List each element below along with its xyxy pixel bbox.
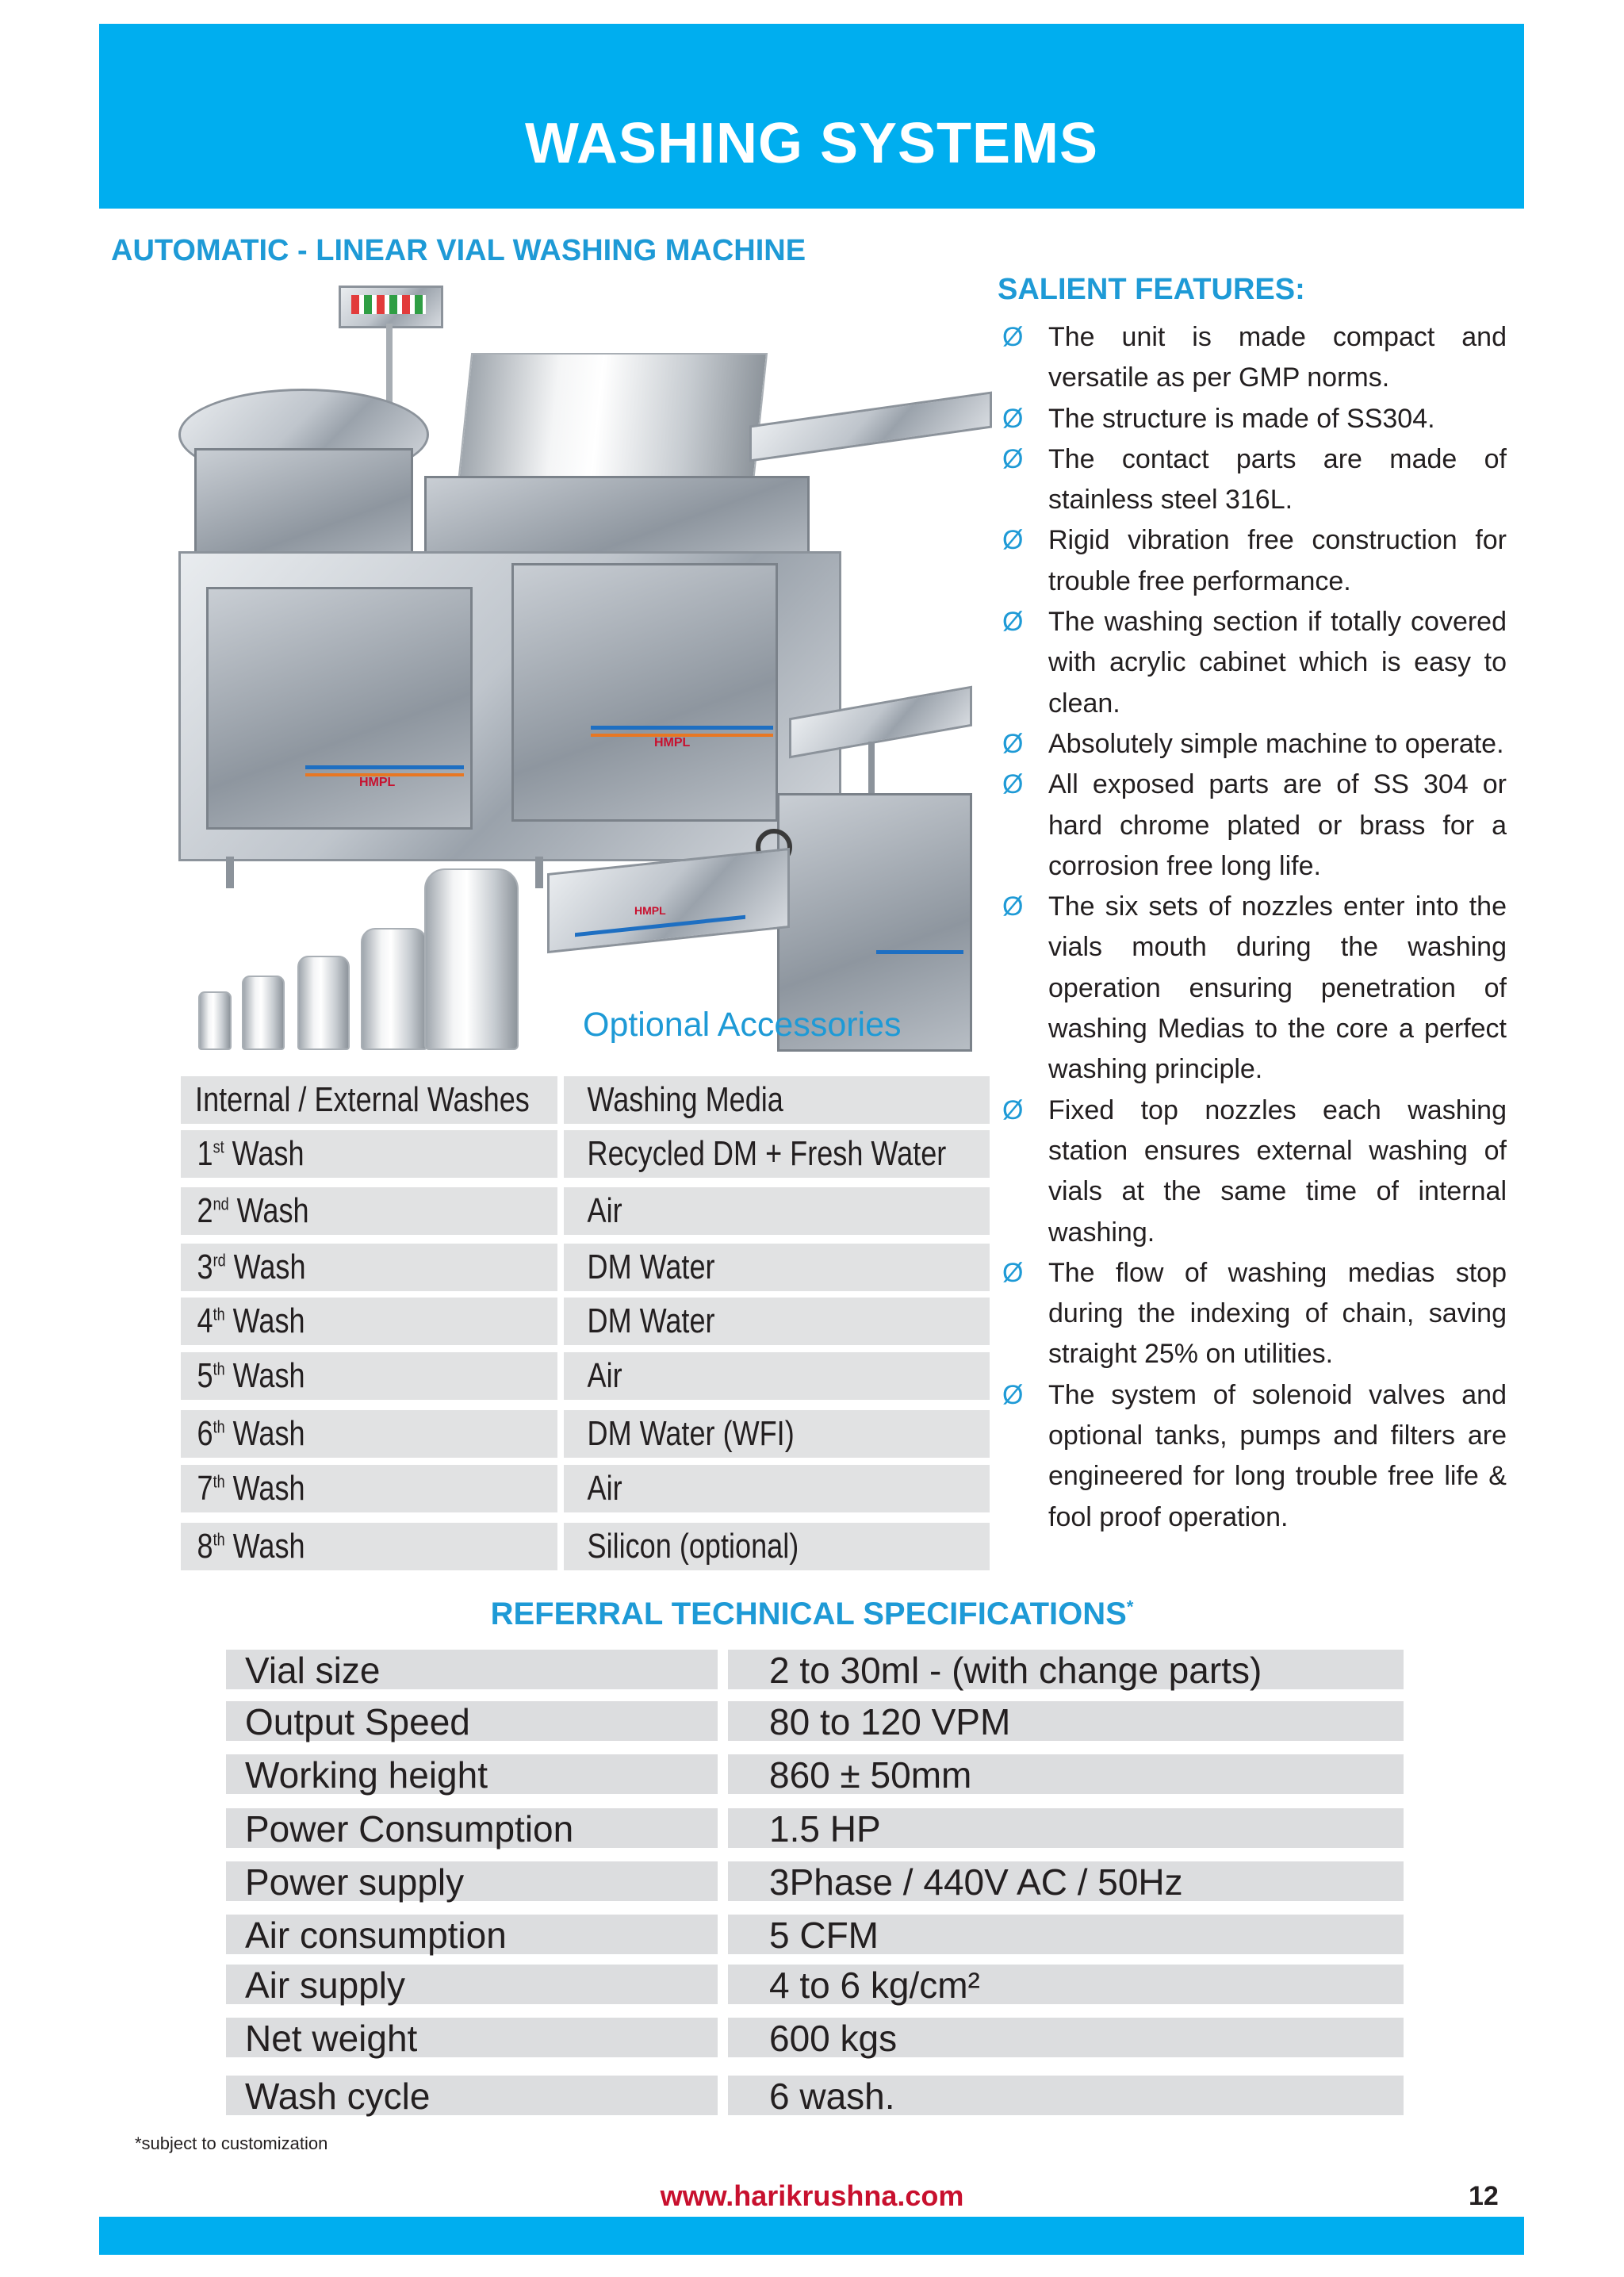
spec-value: 80 to 120 VPM (728, 1701, 1404, 1741)
wash-step-cell (181, 1352, 557, 1400)
wash-row (181, 1410, 990, 1458)
feature-item (999, 399, 1507, 439)
accessory-post (868, 742, 875, 801)
brand-label-right: HMPL (654, 736, 691, 749)
wash-media-cell (564, 1465, 990, 1512)
spec-value: 6 wash. (728, 2076, 1404, 2115)
wash-step-cell (181, 1298, 557, 1345)
wash-media-cell (564, 1298, 990, 1345)
vial-30ml (424, 868, 519, 1050)
feature-item (999, 1253, 1507, 1375)
wash-step-cell (181, 1130, 557, 1178)
wash-media: Silicon (optional) (587, 1527, 799, 1566)
spec-row (226, 1754, 1404, 1794)
wash-step-label: Wash (232, 1469, 305, 1508)
feature-item (999, 439, 1507, 521)
specifications-title (0, 1597, 1624, 1632)
cabinet-door-left (206, 587, 473, 830)
wash-media-cell (564, 1244, 990, 1291)
feature-text: The unit is made compact and versatile as per GMP norms. (1048, 322, 1507, 393)
spec-label: Output Speed (226, 1701, 718, 1741)
bullet-icon: Ø (1002, 525, 1024, 556)
spec-value: 1.5 HP (728, 1808, 1404, 1848)
feature-item (999, 765, 1507, 887)
wash-media: DM Water (587, 1248, 715, 1286)
wash-media-cell (564, 1130, 990, 1178)
footer-bar (99, 2217, 1524, 2255)
features-title: SALIENT FEATURES: (998, 273, 1305, 306)
wash-step-number: 5 (197, 1356, 213, 1395)
bullet-icon: Ø (1002, 891, 1024, 922)
wash-step-number: 3 (197, 1248, 213, 1286)
spec-label: Air consumption (226, 1915, 718, 1954)
feature-item (999, 1091, 1507, 1253)
cabinet-door-right (511, 563, 778, 822)
feature-text: Fixed top nozzles each washing station ensures external washing of vials at the same time of internal washing. (1048, 1094, 1507, 1248)
feature-item (999, 1375, 1507, 1538)
spec-row (226, 1915, 1404, 1954)
wash-step-suffix: th (213, 1416, 225, 1437)
wash-media-cell (564, 1187, 990, 1235)
wash-step (181, 1523, 305, 1570)
optional-accessories-label: Optional Accessories (583, 1006, 902, 1044)
wash-step-cell (181, 1244, 557, 1291)
wash-media-cell (564, 1352, 990, 1400)
wash-step-cell (181, 1523, 557, 1570)
spec-label: Vial size (226, 1650, 718, 1689)
bullet-icon: Ø (1002, 728, 1024, 759)
wash-step-label: Wash (232, 1301, 305, 1340)
wash-step (181, 1298, 305, 1345)
bullet-icon: Ø (1002, 322, 1024, 352)
vial-2ml (198, 991, 232, 1050)
spec-row (226, 2018, 1404, 2057)
wash-step-suffix: nd (213, 1194, 229, 1214)
wash-step-suffix: st (213, 1137, 224, 1157)
spec-row (226, 1965, 1404, 2004)
spec-label: Net weight (226, 2018, 718, 2057)
brand-stripe-right (591, 726, 773, 730)
spec-value: 5 CFM (728, 1915, 1404, 1954)
spec-row (226, 1808, 1404, 1848)
wash-step-label: Wash (232, 1356, 305, 1395)
feature-text: The flow of washing medias stop during the indexing of chain, saving straight 25% on utilities. (1048, 1257, 1507, 1370)
wash-step-suffix: rd (213, 1250, 226, 1271)
spec-label: Wash cycle (226, 2076, 718, 2115)
brand-label-left: HMPL (359, 776, 396, 789)
wash-step-suffix: th (213, 1304, 225, 1324)
wash-step-number: 2 (197, 1191, 213, 1230)
spec-row (226, 1650, 1404, 1689)
wash-media-cell (564, 1523, 990, 1570)
acrylic-cabinet (457, 353, 768, 491)
wash-media: Recycled DM + Fresh Water (587, 1134, 947, 1173)
specifications-title-mark: * (1126, 1597, 1134, 1617)
wash-step-label: Wash (232, 1414, 305, 1453)
wash-step (181, 1352, 305, 1400)
wash-media-cell (564, 1410, 990, 1458)
specifications-title-text: REFERRAL TECHNICAL SPECIFICATIONS (490, 1597, 1127, 1631)
outfeed-tray (749, 391, 992, 462)
spec-label: Air supply (226, 1965, 718, 2004)
wash-step (181, 1130, 304, 1178)
wash-step-suffix: th (213, 1529, 225, 1550)
leg (535, 857, 543, 888)
washes-header-col1 (181, 1076, 557, 1124)
wash-row (181, 1523, 990, 1570)
wash-step-number: 4 (197, 1301, 213, 1340)
machine-title: AUTOMATIC - LINEAR VIAL WASHING MACHINE (111, 234, 806, 267)
wash-step-number: 8 (197, 1527, 213, 1566)
feature-item (999, 317, 1507, 399)
washes-header-row (181, 1076, 990, 1124)
vial-10ml (297, 956, 350, 1050)
feature-item (999, 602, 1507, 724)
drawer-brand-label: HMPL (634, 904, 666, 917)
washes-header-col1-text: Internal / External Washes (195, 1080, 530, 1119)
bullet-icon: Ø (1002, 443, 1024, 474)
accessory-drawer (547, 848, 790, 953)
bullet-icon: Ø (1002, 1379, 1024, 1410)
wash-row (181, 1187, 990, 1235)
feature-text: The contact parts are made of stainless steel 316L. (1048, 443, 1507, 516)
tank-brand-stripe (876, 950, 963, 954)
spec-value: 600 kgs (728, 2018, 1404, 2057)
vial-20ml (361, 928, 427, 1050)
wash-step-label: Wash (236, 1191, 309, 1230)
bullet-icon: Ø (1002, 607, 1024, 638)
wash-step-suffix: th (213, 1359, 225, 1379)
control-buttons (351, 295, 426, 314)
spec-row (226, 1861, 1404, 1901)
spec-value: 860 ± 50mm (728, 1754, 1404, 1794)
feature-text: The structure is made of SS304. (1048, 403, 1435, 434)
salient-features-list (999, 317, 1507, 1538)
wash-step-cell (181, 1410, 557, 1458)
spec-row (226, 2076, 1404, 2115)
spec-value: 4 to 6 kg/cm² (728, 1965, 1404, 2004)
wash-step (181, 1410, 305, 1458)
feature-item (999, 724, 1507, 765)
wash-step (181, 1465, 305, 1512)
wash-step-cell (181, 1187, 557, 1235)
footnote: *subject to customization (135, 2133, 328, 2153)
leg (226, 857, 234, 888)
wash-row (181, 1352, 990, 1400)
spec-label: Power Consumption (226, 1808, 718, 1848)
feature-text: Rigid vibration free construction for trouble free performance. (1048, 525, 1507, 596)
feature-text: The system of solenoid valves and optional tanks, pumps and filters are engineered for long trouble free life & fool proof operation. (1048, 1379, 1507, 1532)
bullet-icon: Ø (1002, 1257, 1024, 1288)
bullet-icon: Ø (1002, 769, 1024, 800)
wash-row (181, 1298, 990, 1345)
feature-text: The six sets of nozzles enter into the vials mouth during the washing operation ensuring penetration of washing Medias to the core a perfect washing principle. (1048, 891, 1507, 1085)
page-number: 12 (1469, 2181, 1499, 2211)
wash-step (181, 1244, 306, 1291)
brand-stripe-left (305, 765, 464, 769)
wash-step-label: Wash (232, 1134, 304, 1173)
wash-step (181, 1187, 309, 1235)
feature-text: Absolutely simple machine to operate. (1048, 728, 1504, 759)
spec-label: Power supply (226, 1861, 718, 1901)
wash-media: Air (587, 1356, 622, 1395)
wash-row (181, 1244, 990, 1291)
wash-step-suffix: th (213, 1471, 225, 1492)
spec-label: Working height (226, 1754, 718, 1794)
washes-header-col2-text: Washing Media (587, 1080, 783, 1119)
feature-text: The washing section if totally covered with acrylic cabinet which is easy to clean. (1048, 607, 1507, 719)
wash-step-label: Wash (233, 1248, 306, 1286)
spec-value: 3Phase / 440V AC / 50Hz (728, 1861, 1404, 1901)
feature-item (999, 887, 1507, 1090)
wash-row (181, 1130, 990, 1178)
vial-5ml (242, 976, 285, 1050)
website-link[interactable]: www.harikrushna.com (660, 2179, 964, 2212)
wash-media: DM Water (587, 1301, 715, 1340)
feature-text: All exposed parts are of SS 304 or hard chrome plated or brass for a corrosion free long life. (1048, 769, 1507, 881)
wash-step-number: 6 (197, 1414, 213, 1453)
wash-media: Air (587, 1191, 622, 1230)
wash-row (181, 1465, 990, 1512)
feature-item (999, 520, 1507, 602)
wash-step-number: 7 (197, 1469, 213, 1508)
spec-value: 2 to 30ml - (with change parts) (728, 1650, 1404, 1689)
spec-row (226, 1701, 1404, 1741)
page-title: WASHING SYSTEMS (524, 112, 1099, 175)
washes-header-col2 (564, 1076, 990, 1124)
wash-step-number: 1 (197, 1134, 213, 1173)
wash-step-label: Wash (232, 1527, 305, 1566)
wash-media: DM Water (WFI) (587, 1414, 795, 1453)
wash-media: Air (587, 1469, 622, 1508)
bullet-icon: Ø (1002, 403, 1024, 434)
wash-step-cell (181, 1465, 557, 1512)
product-photo (163, 278, 956, 1063)
bullet-icon: Ø (1002, 1094, 1024, 1125)
